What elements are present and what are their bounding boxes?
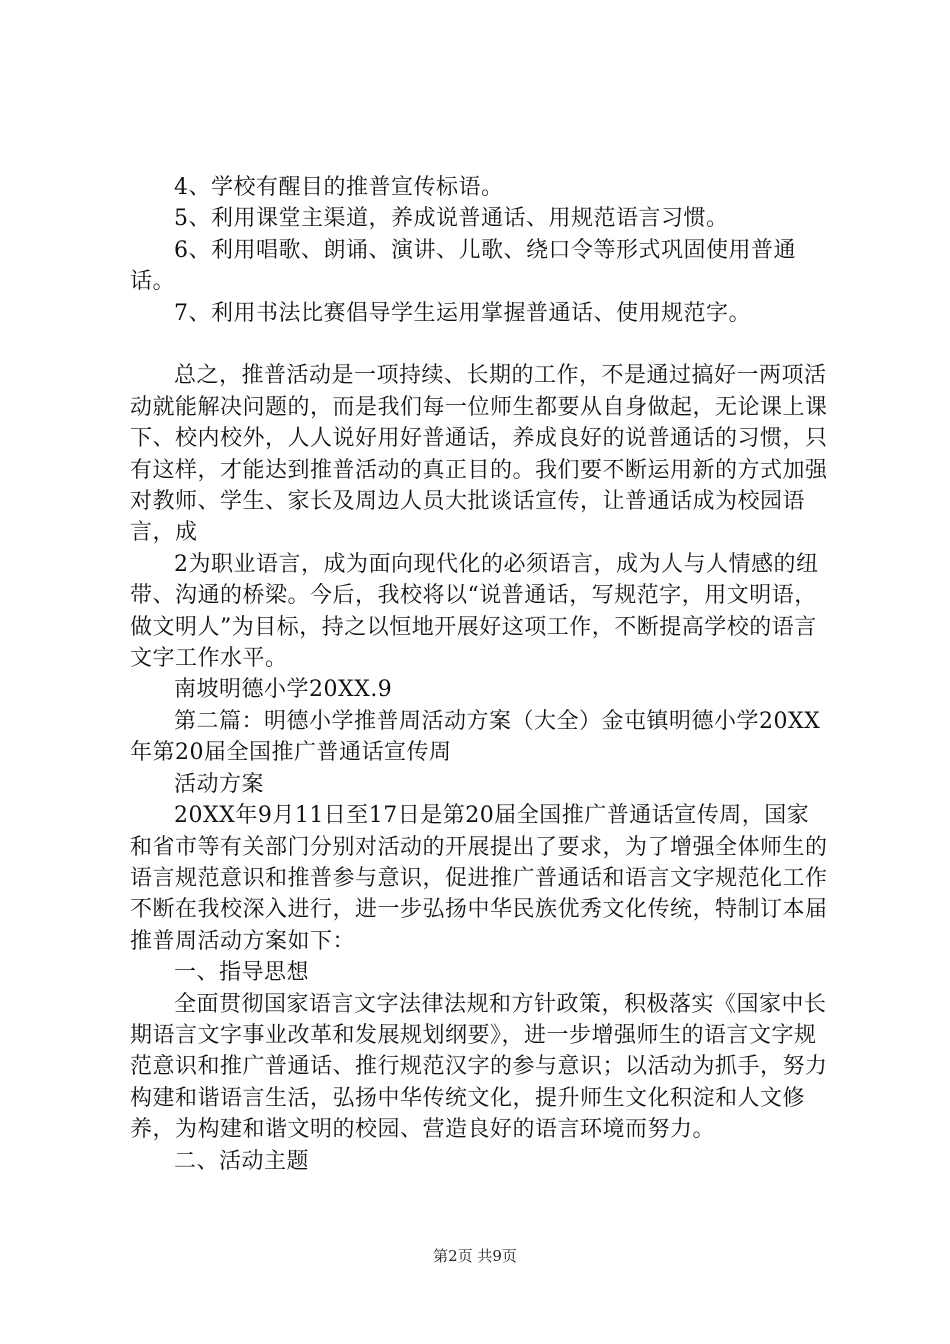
paragraph: 总之，推普活动是一项持续、长期的工作，不是通过搞好一两项活动就能解决问题的，而是我们每一位师生都要从自身做起，无论课上课下、校内校外，人人说好用好普通话，养成良好的说普通话的习惯，只有这样，才能达到推普活动的真正目的。我们要不断运用新的方式加强对教师、学生、家长及周边人员大批谈话宣传，让普通话成为校园语言，成 — [130, 363, 828, 546]
paragraph: 5、利用课堂主渠道，养成说普通话、用规范语言习惯。 — [174, 206, 729, 232]
section-heading: 第二篇：明德小学推普周活动方案（大全）金屯镇明德小学20XX年第20届全国推广普通话宣传周 — [130, 708, 821, 766]
document-body — [130, 172, 830, 1177]
section-subheading: 活动方案 — [174, 771, 265, 797]
signature-line: 南坡明德小学20XX.9 — [174, 677, 393, 703]
section-heading: 二、活动主题 — [174, 1148, 310, 1174]
paragraph: 4、学校有醒目的推普宣传标语。 — [174, 175, 504, 200]
section-heading: 一、指导思想 — [174, 960, 310, 986]
paragraph: 6、利用唱歌、朗诵、演讲、儿歌、绕口令等形式巩固使用普通话。 — [130, 237, 796, 295]
paragraph: 20XX年9月11日至17日是第20届全国推广普通话宣传周，国家和省市等有关部门分别对活动的开展提出了要求，为了增强全体师生的语言规范意识和推普参与意识，促进推广普通话和语言文字规范化工作不断在我校深入进行，进一步弘扬中华民族优秀文化传统，特制订本届推普周活动方案如下： — [130, 803, 828, 954]
page-number-footer: 第2页 共9页 — [433, 1247, 517, 1265]
paragraph: 2为职业语言，成为面向现代化的必须语言，成为人与人情感的纽带、沟通的桥梁。今后，我校将以“说普通话，写规范字，用文明语，做文明人”为目标，持之以恒地开展好这项工作，不断提高学校的语言文字工作水平。 — [130, 551, 819, 672]
paragraph-gap — [130, 329, 830, 360]
paragraph: 7、利用书法比赛倡导学生运用掌握普通话、使用规范字。 — [174, 300, 751, 326]
paragraph: 全面贯彻国家语言文字法律法规和方针政策，积极落实《国家中长期语言文字事业改革和发展规划纲要》，进一步增强师生的语言文字规范意识和推广普通话、推行规范汉字的参与意识；以活动为抓手，努力构建和谐语言生活，弘扬中华传统文化，提升师生文化积淀和人文修养，为构建和谐文明的校园、营造良好的语言环境而努力。 — [130, 991, 828, 1143]
